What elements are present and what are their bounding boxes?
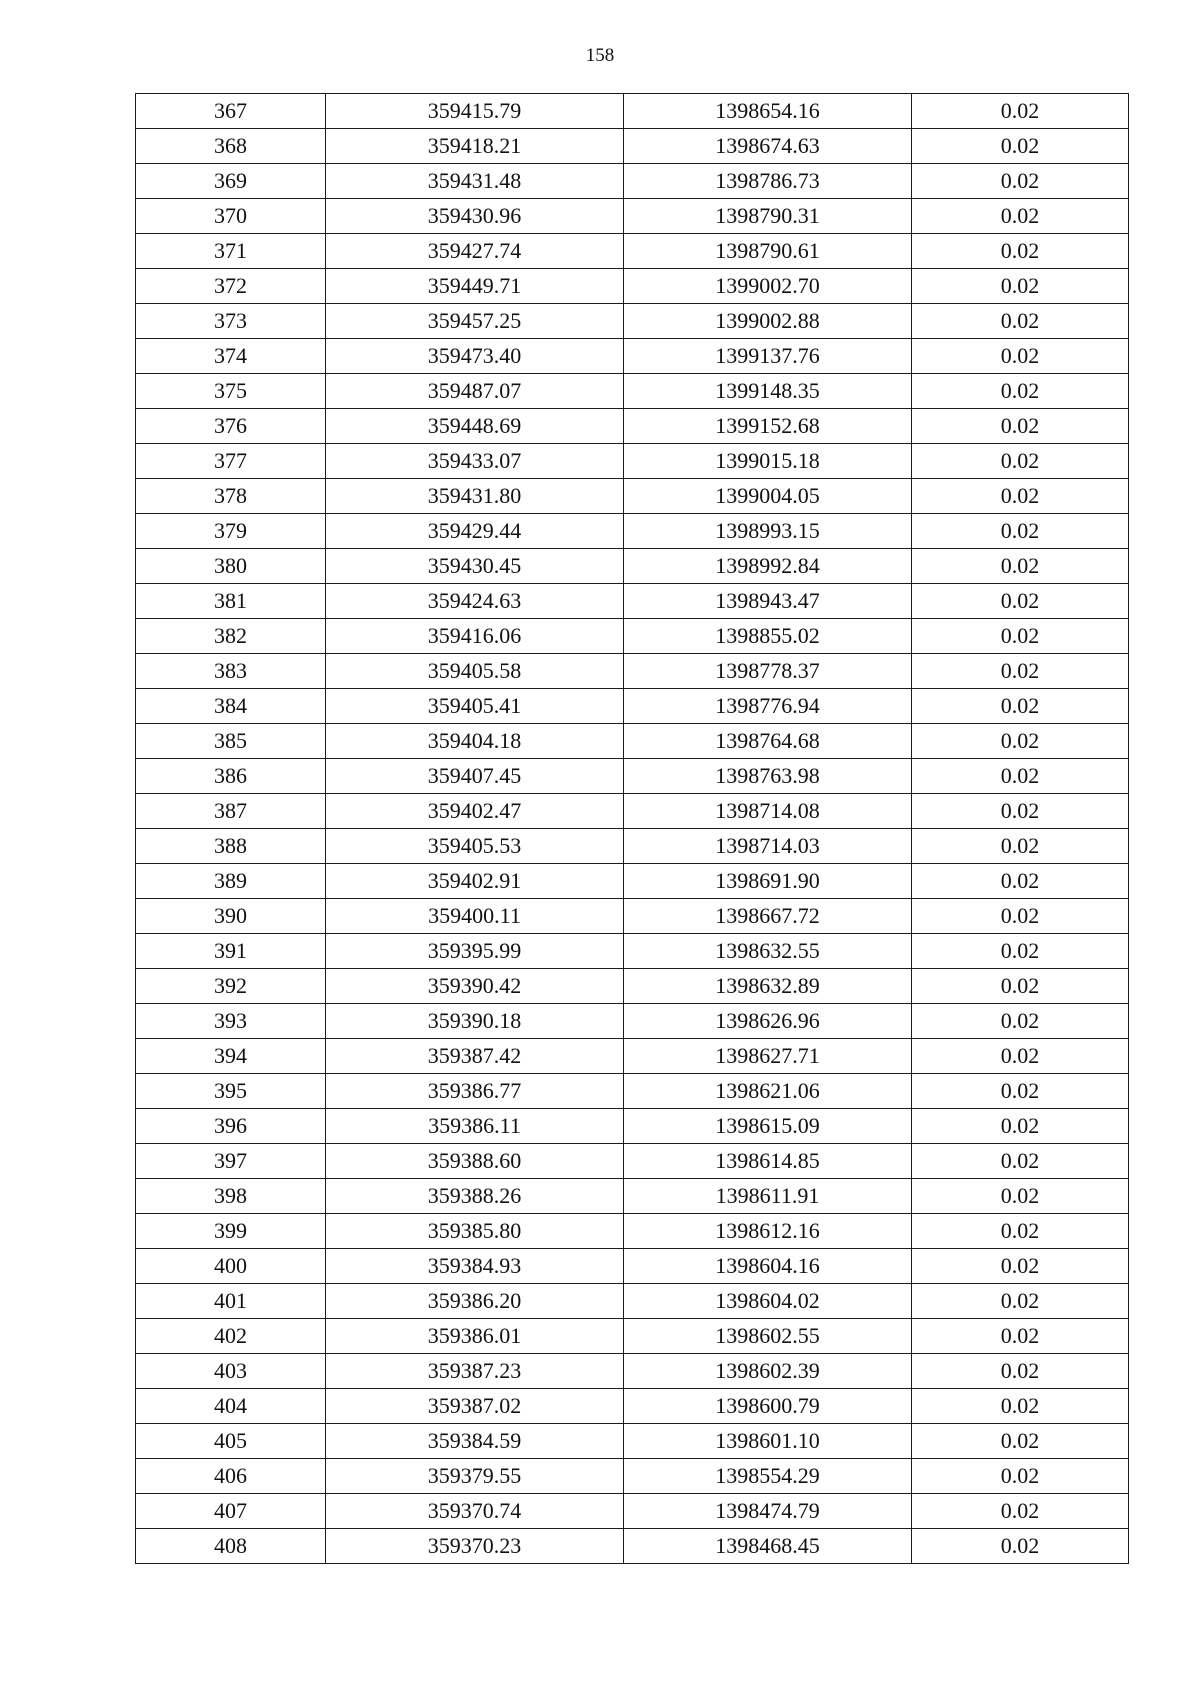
y-coordinate-cell: 1398778.37 — [624, 654, 912, 689]
x-coordinate-cell: 359404.18 — [326, 724, 624, 759]
x-coordinate-cell: 359387.23 — [326, 1354, 624, 1389]
error-value-cell: 0.02 — [912, 584, 1129, 619]
error-value-cell: 0.02 — [912, 1319, 1129, 1354]
point-number-cell: 399 — [136, 1214, 326, 1249]
y-coordinate-cell: 1398611.91 — [624, 1179, 912, 1214]
table-row — [136, 409, 1129, 444]
point-number-cell: 406 — [136, 1459, 326, 1494]
point-number-cell: 376 — [136, 409, 326, 444]
point-number-cell: 372 — [136, 269, 326, 304]
x-coordinate-cell: 359384.59 — [326, 1424, 624, 1459]
y-coordinate-cell: 1398776.94 — [624, 689, 912, 724]
error-value-cell: 0.02 — [912, 409, 1129, 444]
error-value-cell: 0.02 — [912, 479, 1129, 514]
y-coordinate-cell: 1399148.35 — [624, 374, 912, 409]
point-number-cell: 369 — [136, 164, 326, 199]
y-coordinate-cell: 1398604.02 — [624, 1284, 912, 1319]
table-row — [136, 444, 1129, 479]
x-coordinate-cell: 359387.02 — [326, 1389, 624, 1424]
x-coordinate-cell: 359431.80 — [326, 479, 624, 514]
table-row — [136, 1389, 1129, 1424]
table-row — [136, 94, 1129, 129]
point-number-cell: 400 — [136, 1249, 326, 1284]
table-row — [136, 1179, 1129, 1214]
error-value-cell: 0.02 — [912, 549, 1129, 584]
y-coordinate-cell: 1398601.10 — [624, 1424, 912, 1459]
table-row — [136, 1214, 1129, 1249]
error-value-cell: 0.02 — [912, 129, 1129, 164]
error-value-cell: 0.02 — [912, 1249, 1129, 1284]
coordinates-table — [135, 93, 1129, 1564]
error-value-cell: 0.02 — [912, 269, 1129, 304]
error-value-cell: 0.02 — [912, 934, 1129, 969]
x-coordinate-cell: 359395.99 — [326, 934, 624, 969]
x-coordinate-cell: 359388.26 — [326, 1179, 624, 1214]
y-coordinate-cell: 1398691.90 — [624, 864, 912, 899]
y-coordinate-cell: 1398667.72 — [624, 899, 912, 934]
point-number-cell: 370 — [136, 199, 326, 234]
y-coordinate-cell: 1398993.15 — [624, 514, 912, 549]
x-coordinate-cell: 359427.74 — [326, 234, 624, 269]
y-coordinate-cell: 1398474.79 — [624, 1494, 912, 1529]
coordinates-table-body — [136, 94, 1129, 1564]
x-coordinate-cell: 359416.06 — [326, 619, 624, 654]
table-row — [136, 1249, 1129, 1284]
table-row — [136, 1144, 1129, 1179]
y-coordinate-cell: 1398632.89 — [624, 969, 912, 1004]
point-number-cell: 403 — [136, 1354, 326, 1389]
y-coordinate-cell: 1398468.45 — [624, 1529, 912, 1564]
page-number: 158 — [585, 45, 615, 66]
error-value-cell: 0.02 — [912, 864, 1129, 899]
x-coordinate-cell: 359400.11 — [326, 899, 624, 934]
x-coordinate-cell: 359370.74 — [326, 1494, 624, 1529]
table-row — [136, 339, 1129, 374]
table-row — [136, 1004, 1129, 1039]
y-coordinate-cell: 1399002.70 — [624, 269, 912, 304]
y-coordinate-cell: 1398790.61 — [624, 234, 912, 269]
y-coordinate-cell: 1398855.02 — [624, 619, 912, 654]
table-row — [136, 1459, 1129, 1494]
x-coordinate-cell: 359386.11 — [326, 1109, 624, 1144]
error-value-cell: 0.02 — [912, 1529, 1129, 1564]
error-value-cell: 0.02 — [912, 899, 1129, 934]
y-coordinate-cell: 1398674.63 — [624, 129, 912, 164]
y-coordinate-cell: 1399152.68 — [624, 409, 912, 444]
table-row — [136, 269, 1129, 304]
x-coordinate-cell: 359390.18 — [326, 1004, 624, 1039]
y-coordinate-cell: 1398714.08 — [624, 794, 912, 829]
point-number-cell: 382 — [136, 619, 326, 654]
y-coordinate-cell: 1399004.05 — [624, 479, 912, 514]
x-coordinate-cell: 359430.45 — [326, 549, 624, 584]
x-coordinate-cell: 359418.21 — [326, 129, 624, 164]
x-coordinate-cell: 359402.47 — [326, 794, 624, 829]
error-value-cell: 0.02 — [912, 1284, 1129, 1319]
table-row — [136, 479, 1129, 514]
x-coordinate-cell: 359379.55 — [326, 1459, 624, 1494]
y-coordinate-cell: 1398943.47 — [624, 584, 912, 619]
error-value-cell: 0.02 — [912, 689, 1129, 724]
x-coordinate-cell: 359385.80 — [326, 1214, 624, 1249]
error-value-cell: 0.02 — [912, 794, 1129, 829]
error-value-cell: 0.02 — [912, 1144, 1129, 1179]
table-row — [136, 304, 1129, 339]
y-coordinate-cell: 1398627.71 — [624, 1039, 912, 1074]
error-value-cell: 0.02 — [912, 164, 1129, 199]
table-row — [136, 1354, 1129, 1389]
x-coordinate-cell: 359457.25 — [326, 304, 624, 339]
y-coordinate-cell: 1398612.16 — [624, 1214, 912, 1249]
error-value-cell: 0.02 — [912, 374, 1129, 409]
table-row — [136, 759, 1129, 794]
table-row — [136, 1424, 1129, 1459]
point-number-cell: 384 — [136, 689, 326, 724]
point-number-cell: 394 — [136, 1039, 326, 1074]
x-coordinate-cell: 359390.42 — [326, 969, 624, 1004]
error-value-cell: 0.02 — [912, 1004, 1129, 1039]
error-value-cell: 0.02 — [912, 1179, 1129, 1214]
x-coordinate-cell: 359407.45 — [326, 759, 624, 794]
y-coordinate-cell: 1398763.98 — [624, 759, 912, 794]
error-value-cell: 0.02 — [912, 94, 1129, 129]
error-value-cell: 0.02 — [912, 444, 1129, 479]
error-value-cell: 0.02 — [912, 1389, 1129, 1424]
table-row — [136, 164, 1129, 199]
table-row — [136, 724, 1129, 759]
error-value-cell: 0.02 — [912, 829, 1129, 864]
table-row — [136, 829, 1129, 864]
table-row — [136, 689, 1129, 724]
error-value-cell: 0.02 — [912, 1214, 1129, 1249]
point-number-cell: 392 — [136, 969, 326, 1004]
x-coordinate-cell: 359384.93 — [326, 1249, 624, 1284]
x-coordinate-cell: 359402.91 — [326, 864, 624, 899]
table-row — [136, 619, 1129, 654]
error-value-cell: 0.02 — [912, 969, 1129, 1004]
table-row — [136, 514, 1129, 549]
point-number-cell: 390 — [136, 899, 326, 934]
point-number-cell: 374 — [136, 339, 326, 374]
point-number-cell: 405 — [136, 1424, 326, 1459]
x-coordinate-cell: 359415.79 — [326, 94, 624, 129]
x-coordinate-cell: 359433.07 — [326, 444, 624, 479]
point-number-cell: 396 — [136, 1109, 326, 1144]
x-coordinate-cell: 359448.69 — [326, 409, 624, 444]
point-number-cell: 404 — [136, 1389, 326, 1424]
point-number-cell: 391 — [136, 934, 326, 969]
table-row — [136, 654, 1129, 689]
error-value-cell: 0.02 — [912, 1494, 1129, 1529]
point-number-cell: 367 — [136, 94, 326, 129]
y-coordinate-cell: 1398621.06 — [624, 1074, 912, 1109]
error-value-cell: 0.02 — [912, 1039, 1129, 1074]
x-coordinate-cell: 359430.96 — [326, 199, 624, 234]
x-coordinate-cell: 359386.01 — [326, 1319, 624, 1354]
point-number-cell: 377 — [136, 444, 326, 479]
x-coordinate-cell: 359405.41 — [326, 689, 624, 724]
x-coordinate-cell: 359388.60 — [326, 1144, 624, 1179]
x-coordinate-cell: 359429.44 — [326, 514, 624, 549]
table-row — [136, 1319, 1129, 1354]
point-number-cell: 387 — [136, 794, 326, 829]
y-coordinate-cell: 1399015.18 — [624, 444, 912, 479]
error-value-cell: 0.02 — [912, 234, 1129, 269]
table-row — [136, 584, 1129, 619]
x-coordinate-cell: 359424.63 — [326, 584, 624, 619]
x-coordinate-cell: 359431.48 — [326, 164, 624, 199]
x-coordinate-cell: 359386.20 — [326, 1284, 624, 1319]
error-value-cell: 0.02 — [912, 199, 1129, 234]
point-number-cell: 378 — [136, 479, 326, 514]
error-value-cell: 0.02 — [912, 1109, 1129, 1144]
table-row — [136, 199, 1129, 234]
point-number-cell: 368 — [136, 129, 326, 164]
table-row — [136, 234, 1129, 269]
y-coordinate-cell: 1398790.31 — [624, 199, 912, 234]
table-row — [136, 129, 1129, 164]
table-row — [136, 794, 1129, 829]
x-coordinate-cell: 359370.23 — [326, 1529, 624, 1564]
y-coordinate-cell: 1398632.55 — [624, 934, 912, 969]
error-value-cell: 0.02 — [912, 654, 1129, 689]
point-number-cell: 385 — [136, 724, 326, 759]
table-row — [136, 1494, 1129, 1529]
error-value-cell: 0.02 — [912, 304, 1129, 339]
y-coordinate-cell: 1398604.16 — [624, 1249, 912, 1284]
x-coordinate-cell: 359473.40 — [326, 339, 624, 374]
y-coordinate-cell: 1398602.55 — [624, 1319, 912, 1354]
point-number-cell: 388 — [136, 829, 326, 864]
error-value-cell: 0.02 — [912, 724, 1129, 759]
point-number-cell: 375 — [136, 374, 326, 409]
y-coordinate-cell: 1398554.29 — [624, 1459, 912, 1494]
point-number-cell: 402 — [136, 1319, 326, 1354]
x-coordinate-cell: 359487.07 — [326, 374, 624, 409]
y-coordinate-cell: 1398626.96 — [624, 1004, 912, 1039]
point-number-cell: 407 — [136, 1494, 326, 1529]
point-number-cell: 398 — [136, 1179, 326, 1214]
point-number-cell: 389 — [136, 864, 326, 899]
error-value-cell: 0.02 — [912, 1459, 1129, 1494]
x-coordinate-cell: 359449.71 — [326, 269, 624, 304]
table-row — [136, 374, 1129, 409]
point-number-cell: 386 — [136, 759, 326, 794]
error-value-cell: 0.02 — [912, 1424, 1129, 1459]
table-row — [136, 864, 1129, 899]
y-coordinate-cell: 1399137.76 — [624, 339, 912, 374]
table-row — [136, 549, 1129, 584]
table-row — [136, 1039, 1129, 1074]
error-value-cell: 0.02 — [912, 339, 1129, 374]
x-coordinate-cell: 359405.58 — [326, 654, 624, 689]
x-coordinate-cell: 359387.42 — [326, 1039, 624, 1074]
table-row — [136, 1074, 1129, 1109]
y-coordinate-cell: 1398615.09 — [624, 1109, 912, 1144]
y-coordinate-cell: 1398786.73 — [624, 164, 912, 199]
point-number-cell: 381 — [136, 584, 326, 619]
point-number-cell: 393 — [136, 1004, 326, 1039]
y-coordinate-cell: 1398992.84 — [624, 549, 912, 584]
point-number-cell: 383 — [136, 654, 326, 689]
x-coordinate-cell: 359386.77 — [326, 1074, 624, 1109]
table-row — [136, 1529, 1129, 1564]
error-value-cell: 0.02 — [912, 1354, 1129, 1389]
point-number-cell: 397 — [136, 1144, 326, 1179]
y-coordinate-cell: 1399002.88 — [624, 304, 912, 339]
point-number-cell: 408 — [136, 1529, 326, 1564]
y-coordinate-cell: 1398714.03 — [624, 829, 912, 864]
error-value-cell: 0.02 — [912, 619, 1129, 654]
table-row — [136, 899, 1129, 934]
point-number-cell: 395 — [136, 1074, 326, 1109]
x-coordinate-cell: 359405.53 — [326, 829, 624, 864]
point-number-cell: 380 — [136, 549, 326, 584]
y-coordinate-cell: 1398654.16 — [624, 94, 912, 129]
point-number-cell: 373 — [136, 304, 326, 339]
point-number-cell: 379 — [136, 514, 326, 549]
error-value-cell: 0.02 — [912, 514, 1129, 549]
y-coordinate-cell: 1398600.79 — [624, 1389, 912, 1424]
table-row — [136, 1284, 1129, 1319]
y-coordinate-cell: 1398602.39 — [624, 1354, 912, 1389]
point-number-cell: 401 — [136, 1284, 326, 1319]
y-coordinate-cell: 1398764.68 — [624, 724, 912, 759]
table-row — [136, 1109, 1129, 1144]
point-number-cell: 371 — [136, 234, 326, 269]
error-value-cell: 0.02 — [912, 1074, 1129, 1109]
table-row — [136, 934, 1129, 969]
table-row — [136, 969, 1129, 1004]
y-coordinate-cell: 1398614.85 — [624, 1144, 912, 1179]
error-value-cell: 0.02 — [912, 759, 1129, 794]
